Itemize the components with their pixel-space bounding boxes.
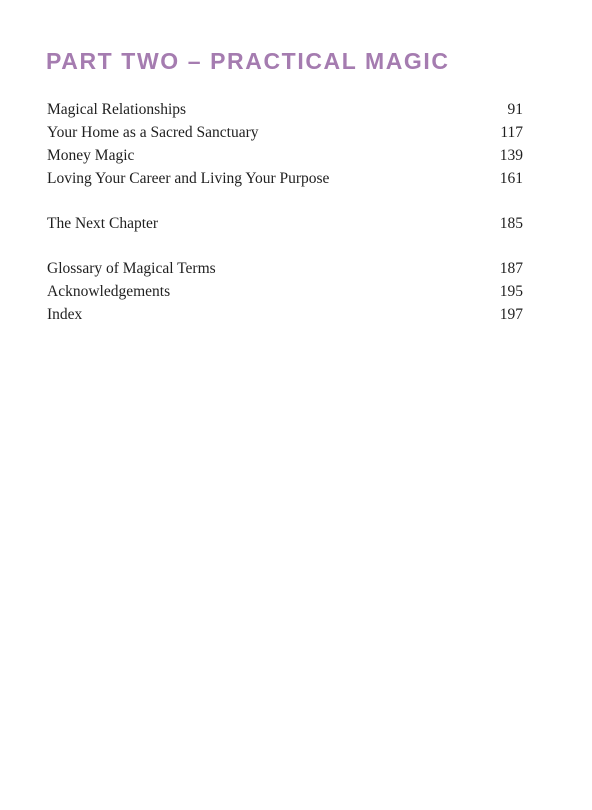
- toc-entry-title: Your Home as a Sacred Sanctuary: [47, 124, 259, 141]
- toc-entry-title: Loving Your Career and Living Your Purpose: [47, 170, 330, 187]
- table-of-contents: [47, 98, 523, 348]
- toc-entry-page: 185: [499, 215, 523, 232]
- toc-entry-title: Magical Relationships: [47, 101, 187, 118]
- toc-entry-title: Index: [47, 306, 83, 323]
- toc-entry[interactable]: [47, 257, 523, 280]
- toc-entry-title: Glossary of Magical Terms: [47, 260, 216, 277]
- toc-entry-page: 91: [507, 101, 523, 118]
- toc-entry-page: 139: [499, 147, 523, 164]
- toc-entry[interactable]: [47, 167, 523, 190]
- toc-entry[interactable]: [47, 121, 523, 144]
- toc-entry-page: 187: [499, 260, 523, 277]
- part-heading: PART TWO – PRACTICAL MAGIC: [46, 48, 450, 74]
- toc-group-back-matter: [47, 257, 523, 326]
- toc-entry[interactable]: [47, 280, 523, 303]
- toc-entry-page: 197: [499, 306, 523, 323]
- toc-group-next-chapter: [47, 212, 523, 235]
- toc-group-chapters: [47, 98, 523, 190]
- toc-entry-page: 195: [499, 283, 523, 300]
- toc-entry-page: 117: [500, 124, 523, 141]
- toc-entry[interactable]: [47, 303, 523, 326]
- toc-entry[interactable]: [47, 98, 523, 121]
- toc-entry[interactable]: [47, 144, 523, 167]
- toc-entry[interactable]: [47, 212, 523, 235]
- toc-entry-page: 161: [499, 170, 523, 187]
- toc-entry-title: Acknowledgements: [47, 283, 171, 300]
- toc-entry-title: Money Magic: [47, 147, 135, 164]
- toc-entry-title: The Next Chapter: [47, 215, 159, 232]
